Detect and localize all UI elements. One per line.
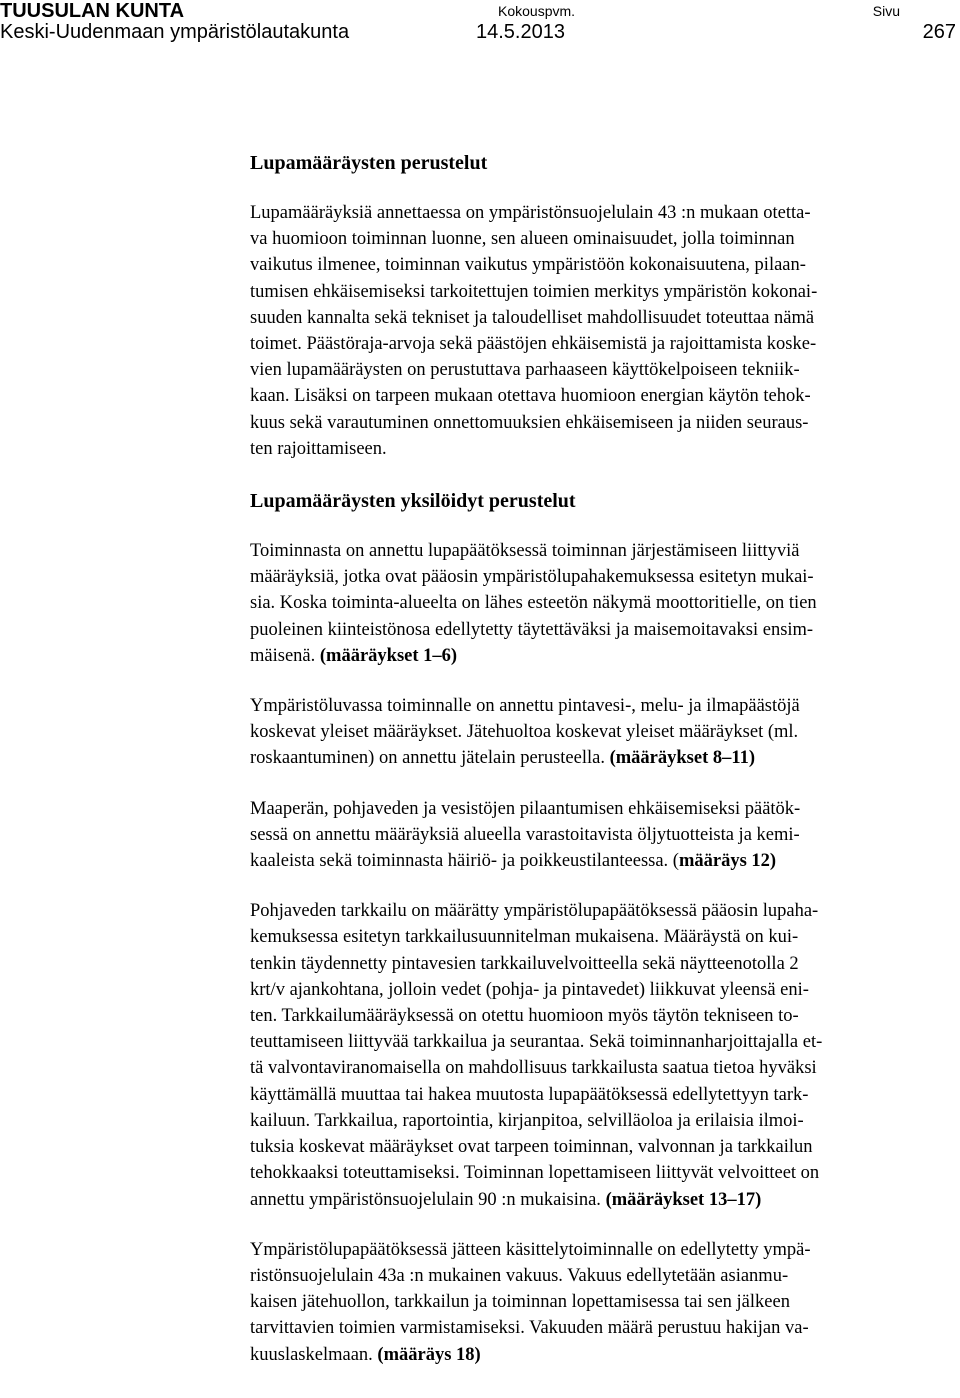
header-row-bottom bbox=[0, 20, 960, 44]
line-text: tehokkaaksi toteuttamiseksi. Toiminnan lopettamiseen liittyvät velvoitteet on bbox=[250, 1163, 820, 1184]
paragraph-gap bbox=[250, 772, 958, 796]
text-line bbox=[250, 848, 958, 874]
line-text: Ympäristöluvassa toiminnalle on annettu pintavesi-, melu- ja ilmapäästöjä bbox=[250, 696, 800, 717]
line-text: käyttämällä muuttaa tai hakea muutosta lupapäätöksessä edellytettyyn tark- bbox=[250, 1084, 809, 1105]
line-text: koskevat yleiset määräykset. Jätehuoltoa koskevat yleiset määräykset (ml. bbox=[250, 722, 799, 743]
text-line bbox=[250, 1187, 958, 1213]
line-text: vien lupamääräysten on perustuttava parhaaseen käyttökelpoiseen tekniik- bbox=[250, 360, 800, 381]
page-label: Sivu bbox=[872, 3, 900, 19]
line-text: annettu ympäristönsuojelulain 90 :n mukaisina. bbox=[250, 1189, 601, 1210]
text-line bbox=[250, 1160, 958, 1186]
page-number: 267 bbox=[922, 21, 956, 43]
regulation-reference: (määräykset 8–11) bbox=[609, 748, 756, 769]
text-line bbox=[250, 538, 958, 564]
text-line bbox=[250, 1342, 958, 1368]
text-line bbox=[250, 822, 958, 848]
line-text: tenkin täydennetty pintavesien tarkkailuvelvoitteella sekä näytteenotolla 2 bbox=[250, 953, 799, 974]
text-line bbox=[250, 977, 958, 1003]
paragraph bbox=[250, 1237, 958, 1368]
text-line bbox=[250, 693, 958, 719]
line-text: mäisenä. bbox=[250, 645, 316, 666]
regulation-reference: (määräys 18) bbox=[377, 1344, 481, 1365]
text-line bbox=[250, 1029, 958, 1055]
text-line bbox=[250, 898, 958, 924]
text-line bbox=[250, 590, 958, 616]
line-text: roskaantuminen) on annettu jätelain perusteella. bbox=[250, 748, 605, 769]
date-label: Kokouspvm. bbox=[498, 3, 576, 19]
line-text: kaan. Lisäksi on tarpeen mukaan otettava huomioon energian käytön tehok- bbox=[250, 386, 811, 407]
line-text: tumisen ehkäisemiseksi tarkoitettujen toimien merkitys ympäristön kokonai- bbox=[250, 281, 818, 302]
text-line bbox=[250, 643, 958, 669]
line-text: kaisen jätehuollon, tarkkailun ja toiminnan lopettamisessa tai sen jälkeen bbox=[250, 1292, 790, 1313]
text-line bbox=[250, 200, 958, 226]
line-text: vaikutus ilmenee, toiminnan vaikutus ympäristöön kokonaisuutena, pilaan- bbox=[250, 255, 806, 276]
text-line bbox=[250, 796, 958, 822]
org-name: TUUSULAN KUNTA bbox=[0, 0, 185, 22]
section-heading: Lupamääräysten yksilöidyt perustelut bbox=[250, 490, 576, 513]
paragraph-gap bbox=[250, 669, 958, 693]
regulation-reference: (määräykset 13–17) bbox=[605, 1189, 762, 1210]
section-heading: Lupamääräysten perustelut bbox=[250, 152, 488, 174]
line-text: suuden kannalta sekä tekniset ja taloudelliset mahdollisuudet toteuttaa nämä bbox=[250, 307, 815, 328]
line-text: Maaperän, pohjaveden ja vesistöjen pilaantumisen ehkäisemiseksi päätök- bbox=[250, 798, 801, 819]
line-text: määräyksiä, jotka ovat pääosin ympäristölupahakemuksessa esitetyn mukai- bbox=[250, 567, 814, 588]
text-line bbox=[250, 305, 958, 331]
text-line bbox=[250, 1003, 958, 1029]
line-text: tarvittavien toimien varmistamiseksi. Vakuuden määrä perustuu hakijan va- bbox=[250, 1318, 809, 1339]
text-line bbox=[250, 226, 958, 252]
line-text: sia. Koska toiminta-alueelta on lähes esteetön näkymä moottoritielle, on tien bbox=[250, 593, 817, 614]
line-text: Ympäristölupapäätöksessä jätteen käsittelytoiminnalle on edellytetty ympä- bbox=[250, 1239, 811, 1260]
text-line bbox=[250, 951, 958, 977]
line-text: ten rajoittamiseen. bbox=[250, 438, 387, 459]
text-line bbox=[250, 383, 958, 409]
line-text: teuttamiseen liittyvää tarkkailua ja seurantaa. Sekä toiminnanharjoittajalla et- bbox=[250, 1032, 823, 1053]
line-text: krt/v ajankohtana, jolloin vedet (pohja- ja pintavedet) liikkuvat yleensä eni- bbox=[250, 979, 809, 1000]
line-text: kuus sekä varautuminen onnettomuuksien ehkäisemiseen ja niiden seuraus- bbox=[250, 412, 809, 433]
date-value: 14.5.2013 bbox=[476, 21, 565, 43]
paragraph-gap bbox=[250, 1213, 958, 1237]
section-gap bbox=[250, 462, 958, 488]
org-unit: Keski-Uudenmaan ympäristölautakunta bbox=[0, 21, 350, 43]
text-line bbox=[250, 1134, 958, 1160]
text-line bbox=[250, 617, 958, 643]
page-header bbox=[0, 0, 960, 52]
text-line bbox=[250, 1237, 958, 1263]
text-line bbox=[250, 924, 958, 950]
heading-gap bbox=[250, 176, 958, 200]
line-text: va huomioon toiminnan luonne, sen alueen ominaisuudet, jolla toiminnan bbox=[250, 229, 795, 250]
line-text: kaaleista sekä toiminnasta häiriö- ja poikkeustilanteessa. ( bbox=[250, 851, 679, 872]
text-line bbox=[250, 1108, 958, 1134]
text-line bbox=[250, 357, 958, 383]
text-line bbox=[250, 1055, 958, 1081]
line-text: puoleinen kiinteistönosa edellytetty täytettäväksi ja maisemoitavaksi ensim- bbox=[250, 619, 814, 640]
line-text: ten. Tarkkailumääräyksessä on otettu huomioon myös täytön tekniseen to- bbox=[250, 1006, 799, 1027]
line-text: toimet. Päästöraja-arvoja sekä päästöjen ehkäisemistä ja rajoittamista koske- bbox=[250, 334, 817, 355]
regulation-reference: (määräykset 1–6) bbox=[319, 645, 458, 666]
paragraph bbox=[250, 693, 958, 772]
line-text: kuuslaskelmaan. bbox=[250, 1344, 373, 1365]
text-line bbox=[250, 331, 958, 357]
regulation-reference: määräys 12) bbox=[678, 851, 777, 872]
paragraph bbox=[250, 898, 958, 1212]
text-line bbox=[250, 410, 958, 436]
paragraph-gap bbox=[250, 874, 958, 898]
line-text: kemuksessa esitetyn tarkkailusuunnitelman mukaisena. Määräystä on kui- bbox=[250, 927, 799, 948]
text-line bbox=[250, 1082, 958, 1108]
document-body bbox=[250, 150, 958, 1368]
line-text: ristönsuojelulain 43a :n mukainen vakuus. Vakuus edellytetään asianmu- bbox=[250, 1265, 789, 1286]
paragraph bbox=[250, 200, 958, 462]
paragraph bbox=[250, 796, 958, 875]
line-text: Pohjaveden tarkkailu on määrätty ympäristölupapäätöksessä pääosin lupaha- bbox=[250, 901, 819, 922]
text-line bbox=[250, 1315, 958, 1341]
line-text: sessä on annettu määräyksiä alueella varastoitavista öljytuotteista ja kemi- bbox=[250, 824, 800, 845]
line-text: tä valvontaviranomaisella on mahdollisuus tarkkailusta saatua tietoa hyväksi bbox=[250, 1058, 817, 1079]
text-line bbox=[250, 1263, 958, 1289]
line-text: Toiminnasta on annettu lupapäätöksessä toiminnan järjestämiseen liittyviä bbox=[250, 541, 800, 562]
text-line bbox=[250, 564, 958, 590]
line-text: kailuun. Tarkkailua, raportointia, kirjanpitoa, selvilläoloa ja erilaisia ilmoi- bbox=[250, 1110, 804, 1131]
heading-gap bbox=[250, 514, 958, 538]
text-line bbox=[250, 436, 958, 462]
text-line bbox=[250, 1289, 958, 1315]
text-line bbox=[250, 719, 958, 745]
text-line bbox=[250, 745, 958, 771]
paragraph bbox=[250, 538, 958, 669]
line-text: tuksia koskevat määräykset ovat tarpeen toiminnan, valvonnan ja tarkkailun bbox=[250, 1137, 813, 1158]
text-line bbox=[250, 279, 958, 305]
line-text: Lupamääräyksiä annettaessa on ympäristönsuojelulain 43 :n mukaan otetta- bbox=[250, 203, 811, 223]
text-line bbox=[250, 252, 958, 278]
